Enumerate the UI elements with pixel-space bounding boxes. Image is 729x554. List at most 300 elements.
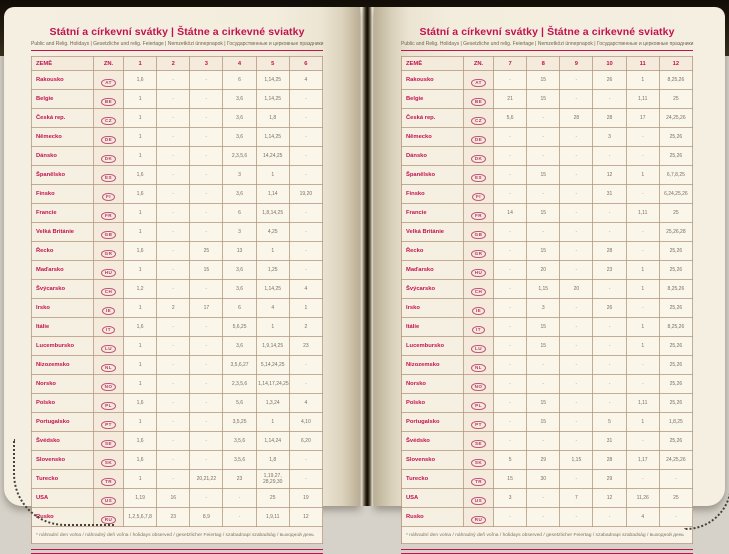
empty-dash: - xyxy=(509,399,511,406)
country-name: Francie xyxy=(402,204,464,223)
table-row xyxy=(32,90,323,109)
country-code-badge: ES xyxy=(471,174,486,183)
holiday-dates-cell xyxy=(593,394,626,413)
page-title: Státní a církevní svátky | Štátne a cirkevné sviatky xyxy=(49,26,305,38)
holiday-dates-cell: 1,2,5,6,7,8 xyxy=(124,508,157,527)
holiday-dates-cell: 1 xyxy=(124,299,157,318)
holiday-dates-cell xyxy=(190,128,223,147)
holiday-dates-cell: 1,25 xyxy=(256,261,289,280)
holiday-dates-cell xyxy=(190,147,223,166)
holiday-dates-cell: 25 xyxy=(256,489,289,508)
holiday-dates-cell: 4,25 xyxy=(256,223,289,242)
empty-dash: - xyxy=(205,380,208,387)
holiday-dates-cell: 1,14,25 xyxy=(256,280,289,299)
holiday-dates-cell xyxy=(157,109,190,128)
country-code-badge: PT xyxy=(471,421,486,430)
holiday-dates-cell: 25,26 xyxy=(659,432,692,451)
footnote-row xyxy=(402,527,693,544)
holiday-dates-cell xyxy=(157,337,190,356)
column-header: ZEMĚ xyxy=(402,57,464,71)
table-row xyxy=(32,109,323,128)
country-code-cell xyxy=(464,128,494,147)
holiday-dates-cell: 1,6 xyxy=(124,451,157,470)
holiday-dates-cell: 28 xyxy=(593,109,626,128)
country-code-badge: NL xyxy=(471,364,486,373)
column-header: ZEMĚ xyxy=(32,57,94,71)
holiday-dates-cell: 25 xyxy=(659,489,692,508)
holiday-dates-cell: 1,3,24 xyxy=(256,394,289,413)
empty-dash: - xyxy=(608,152,611,159)
holiday-dates-cell: 1 xyxy=(256,166,289,185)
empty-dash: - xyxy=(608,342,611,349)
holiday-dates-cell: 6,20 xyxy=(289,432,322,451)
holiday-dates-cell xyxy=(190,489,223,508)
country-code-badge: TR xyxy=(101,478,116,487)
country-code-cell xyxy=(94,166,124,185)
holiday-dates-cell xyxy=(593,147,626,166)
holiday-dates-cell xyxy=(593,508,626,527)
holiday-dates-cell xyxy=(190,318,223,337)
empty-dash: - xyxy=(305,475,307,482)
empty-dash: - xyxy=(509,304,511,311)
country-code-cell xyxy=(464,261,494,280)
table-row xyxy=(402,375,693,394)
country-code-cell xyxy=(464,90,494,109)
holiday-dates-cell: 25,26 xyxy=(659,261,692,280)
holiday-dates-cell: 1,8 xyxy=(256,109,289,128)
holiday-dates-cell xyxy=(157,204,190,223)
empty-dash: - xyxy=(575,361,578,368)
holiday-dates-cell: 6 xyxy=(223,299,256,318)
holiday-dates-cell: 3,6 xyxy=(223,109,256,128)
holiday-dates-cell xyxy=(157,280,190,299)
table-row xyxy=(402,261,693,280)
country-code-cell xyxy=(94,147,124,166)
holiday-dates-cell: 16 xyxy=(157,489,190,508)
country-code-cell xyxy=(464,185,494,204)
holiday-dates-cell: 20,21,22 xyxy=(190,470,223,489)
holiday-dates-cell xyxy=(157,470,190,489)
empty-dash: - xyxy=(509,171,511,178)
holiday-dates-cell xyxy=(626,356,659,375)
holiday-dates-cell xyxy=(157,375,190,394)
table-row xyxy=(402,204,693,223)
holiday-dates-cell xyxy=(190,337,223,356)
country-name: Česká rep. xyxy=(402,109,464,128)
empty-dash: - xyxy=(172,399,175,406)
bottom-double-rule xyxy=(401,549,693,554)
table-row xyxy=(32,508,323,527)
table-row xyxy=(402,508,693,527)
table-row xyxy=(402,394,693,413)
holiday-dates-cell: 15 xyxy=(527,394,560,413)
holiday-dates-cell xyxy=(626,147,659,166)
holiday-dates-cell xyxy=(626,470,659,489)
country-code-cell xyxy=(464,356,494,375)
table-row xyxy=(32,185,323,204)
country-name: Norsko xyxy=(402,375,464,394)
empty-dash: - xyxy=(641,304,644,311)
holiday-dates-cell xyxy=(494,318,527,337)
country-code-badge: NO xyxy=(101,383,117,392)
column-header: 2 xyxy=(157,57,190,71)
empty-dash: - xyxy=(575,247,578,254)
holiday-dates-cell: 3,6 xyxy=(223,128,256,147)
holiday-dates-cell: 1 xyxy=(124,470,157,489)
empty-dash: - xyxy=(542,494,545,501)
country-name: USA xyxy=(402,489,464,508)
empty-dash: - xyxy=(305,380,307,387)
country-code-badge: NO xyxy=(471,383,487,392)
holiday-dates-cell: 1 xyxy=(124,223,157,242)
empty-dash: - xyxy=(172,152,175,159)
holiday-dates-cell xyxy=(560,147,593,166)
empty-dash: - xyxy=(641,247,644,254)
holiday-dates-cell: 15 xyxy=(527,337,560,356)
empty-dash: - xyxy=(641,133,644,140)
title-rule xyxy=(31,50,323,51)
holiday-dates-cell: 11,26 xyxy=(626,489,659,508)
holiday-dates-cell: 4 xyxy=(626,508,659,527)
holiday-dates-cell xyxy=(593,375,626,394)
holiday-dates-cell xyxy=(157,242,190,261)
country-code-badge: LU xyxy=(471,345,486,354)
country-code-badge: US xyxy=(101,497,116,506)
country-code-cell xyxy=(94,280,124,299)
country-code-badge: PL xyxy=(471,402,486,411)
holiday-dates-cell: 3,5,6,27 xyxy=(223,356,256,375)
holiday-dates-cell xyxy=(190,356,223,375)
column-header: 4 xyxy=(223,57,256,71)
empty-dash: - xyxy=(641,361,644,368)
country-name: Německo xyxy=(32,128,94,147)
holiday-dates-cell: 1,14,17,24,25 xyxy=(256,375,289,394)
country-name: Lucembursko xyxy=(402,337,464,356)
country-name: Finsko xyxy=(402,185,464,204)
holiday-dates-cell: 2,3,5,6 xyxy=(223,147,256,166)
holiday-dates-cell xyxy=(560,318,593,337)
holiday-dates-cell: 23 xyxy=(593,261,626,280)
holiday-dates-cell xyxy=(223,489,256,508)
country-code-cell xyxy=(464,489,494,508)
holidays-table-months-1-6 xyxy=(31,56,323,544)
country-code-cell xyxy=(94,375,124,394)
holiday-dates-cell: 1,6 xyxy=(124,71,157,90)
country-code-badge: FR xyxy=(101,212,116,221)
country-code-badge: IE xyxy=(472,307,485,316)
country-name: Česká rep. xyxy=(32,109,94,128)
country-name: Itálie xyxy=(32,318,94,337)
holiday-dates-cell: 4 xyxy=(289,394,322,413)
holiday-dates-cell: 8,25,26 xyxy=(659,318,692,337)
holiday-dates-cell xyxy=(157,166,190,185)
empty-dash: - xyxy=(575,437,578,444)
country-name: Švédsko xyxy=(32,432,94,451)
table-row xyxy=(402,242,693,261)
empty-dash: - xyxy=(509,380,511,387)
holiday-dates-cell xyxy=(289,451,322,470)
country-code-badge: DK xyxy=(471,155,486,164)
table-row xyxy=(32,147,323,166)
empty-dash: - xyxy=(305,361,307,368)
holiday-dates-cell xyxy=(157,432,190,451)
empty-dash: - xyxy=(509,228,511,235)
empty-dash: - xyxy=(172,475,175,482)
country-code-badge: DE xyxy=(101,136,116,145)
holiday-dates-cell xyxy=(560,337,593,356)
holiday-dates-cell: 25,26 xyxy=(659,242,692,261)
country-name: Švýcarsko xyxy=(32,280,94,299)
table-row xyxy=(402,337,693,356)
holiday-dates-cell: 15 xyxy=(527,413,560,432)
empty-dash: - xyxy=(205,152,208,159)
table-row xyxy=(32,394,323,413)
holiday-dates-cell xyxy=(560,299,593,318)
empty-dash: - xyxy=(305,209,307,216)
holiday-dates-cell: 15 xyxy=(527,318,560,337)
holiday-dates-cell: 5 xyxy=(593,413,626,432)
holiday-dates-cell: 12 xyxy=(593,166,626,185)
holiday-dates-cell xyxy=(560,185,593,204)
country-code-badge: AT xyxy=(471,79,486,88)
empty-dash: - xyxy=(575,418,578,425)
empty-dash: - xyxy=(205,285,208,292)
holiday-dates-cell: 1 xyxy=(256,413,289,432)
holiday-dates-cell xyxy=(560,90,593,109)
holiday-dates-cell: 3 xyxy=(593,128,626,147)
empty-dash: - xyxy=(575,513,578,520)
holiday-dates-cell xyxy=(527,489,560,508)
holiday-dates-cell: 1,14,25 xyxy=(256,71,289,90)
holiday-dates-cell: 15 xyxy=(527,204,560,223)
empty-dash: - xyxy=(542,228,545,235)
holiday-dates-cell: 25 xyxy=(190,242,223,261)
holiday-dates-cell: 6,24,25,26 xyxy=(659,185,692,204)
holiday-dates-cell xyxy=(157,394,190,413)
country-code-badge: BE xyxy=(101,98,116,107)
empty-dash: - xyxy=(641,152,644,159)
holiday-dates-cell xyxy=(289,147,322,166)
empty-dash: - xyxy=(305,152,307,159)
country-code-badge: GR xyxy=(471,250,487,259)
empty-dash: - xyxy=(509,285,511,292)
holiday-dates-cell: 1 xyxy=(124,147,157,166)
country-code-badge: SK xyxy=(471,459,486,468)
holiday-dates-cell: 4 xyxy=(289,280,322,299)
empty-dash: - xyxy=(575,171,578,178)
table-row xyxy=(402,451,693,470)
country-code-cell xyxy=(94,223,124,242)
country-code-badge: CZ xyxy=(471,117,486,126)
holiday-dates-cell: 6 xyxy=(223,204,256,223)
empty-dash: - xyxy=(172,266,175,273)
holiday-dates-cell xyxy=(223,508,256,527)
holiday-dates-cell: 29 xyxy=(593,470,626,489)
table-row xyxy=(32,489,323,508)
holiday-dates-cell xyxy=(190,223,223,242)
table-row xyxy=(32,223,323,242)
holiday-dates-cell: 6,7,8,25 xyxy=(659,166,692,185)
country-code-badge: RU xyxy=(471,516,486,525)
holiday-dates-cell xyxy=(494,147,527,166)
holiday-dates-cell xyxy=(560,470,593,489)
holiday-dates-cell: 3 xyxy=(223,223,256,242)
holiday-dates-cell: 1,9,11 xyxy=(256,508,289,527)
column-header: 1 xyxy=(124,57,157,71)
empty-dash: - xyxy=(172,95,175,102)
empty-dash: - xyxy=(641,228,644,235)
holiday-dates-cell xyxy=(527,508,560,527)
holiday-dates-cell: 3 xyxy=(223,166,256,185)
country-code-cell xyxy=(464,394,494,413)
holiday-dates-cell: 3,6 xyxy=(223,337,256,356)
holiday-dates-cell xyxy=(494,375,527,394)
holiday-dates-cell: 1 xyxy=(626,71,659,90)
empty-dash: - xyxy=(305,95,307,102)
holiday-dates-cell xyxy=(527,356,560,375)
holiday-dates-cell: 2 xyxy=(289,318,322,337)
holiday-dates-cell: 19 xyxy=(289,489,322,508)
holiday-dates-cell: 13 xyxy=(223,242,256,261)
holiday-dates-cell xyxy=(527,223,560,242)
empty-dash: - xyxy=(205,133,208,140)
holiday-dates-cell: 1 xyxy=(124,356,157,375)
column-header: 9 xyxy=(560,57,593,71)
country-name: Turecko xyxy=(402,470,464,489)
country-name: Polsko xyxy=(402,394,464,413)
holiday-dates-cell xyxy=(289,375,322,394)
title-rule xyxy=(401,50,693,51)
table-row xyxy=(402,432,693,451)
diary-spread xyxy=(4,7,725,538)
country-code-cell xyxy=(94,318,124,337)
empty-dash: - xyxy=(575,228,578,235)
holiday-dates-cell xyxy=(560,432,593,451)
empty-dash: - xyxy=(205,171,208,178)
country-name: Rusko xyxy=(402,508,464,527)
holiday-dates-cell: 1,8,25 xyxy=(659,413,692,432)
country-code-cell xyxy=(94,299,124,318)
country-code-badge: CH xyxy=(101,288,116,297)
empty-dash: - xyxy=(608,209,611,216)
holiday-dates-cell: 1 xyxy=(626,280,659,299)
table-row xyxy=(32,71,323,90)
holiday-dates-cell: 25,26 xyxy=(659,356,692,375)
country-name: Dánsko xyxy=(32,147,94,166)
holiday-dates-cell: 1,6 xyxy=(124,242,157,261)
holiday-dates-cell: 1,6 xyxy=(124,185,157,204)
holiday-dates-cell xyxy=(494,223,527,242)
holiday-dates-cell: 5,6,25 xyxy=(223,318,256,337)
holiday-dates-cell: 5,6 xyxy=(223,394,256,413)
country-code-badge: FI xyxy=(102,193,115,202)
country-code-badge: SK xyxy=(101,459,116,468)
country-name: Švédsko xyxy=(402,432,464,451)
table-row xyxy=(402,147,693,166)
country-code-cell xyxy=(464,337,494,356)
holiday-dates-cell xyxy=(560,204,593,223)
table-row xyxy=(32,432,323,451)
country-name: Irsko xyxy=(32,299,94,318)
holiday-dates-cell: 29 xyxy=(527,451,560,470)
holiday-dates-cell: 1 xyxy=(124,337,157,356)
holiday-dates-cell: 28 xyxy=(593,451,626,470)
empty-dash: - xyxy=(305,456,307,463)
table-row xyxy=(402,128,693,147)
holiday-dates-cell xyxy=(289,166,322,185)
empty-dash: - xyxy=(542,114,545,121)
empty-dash: - xyxy=(575,304,578,311)
holiday-dates-cell xyxy=(494,261,527,280)
country-name: Lucembursko xyxy=(32,337,94,356)
column-header: 11 xyxy=(626,57,659,71)
holiday-dates-cell xyxy=(593,90,626,109)
holiday-dates-cell xyxy=(659,508,692,527)
holiday-dates-cell xyxy=(560,375,593,394)
empty-dash: - xyxy=(509,361,511,368)
holiday-dates-cell: 26 xyxy=(593,299,626,318)
empty-dash: - xyxy=(575,380,578,387)
empty-dash: - xyxy=(238,513,241,520)
empty-dash: - xyxy=(305,133,307,140)
table-row xyxy=(402,71,693,90)
holiday-dates-cell xyxy=(157,261,190,280)
table-row xyxy=(32,261,323,280)
holiday-dates-cell xyxy=(626,242,659,261)
country-code-badge: HU xyxy=(101,269,116,278)
holiday-dates-cell xyxy=(560,242,593,261)
holiday-dates-cell: 15 xyxy=(494,470,527,489)
empty-dash: - xyxy=(641,475,644,482)
holiday-dates-cell: 4 xyxy=(256,299,289,318)
holiday-dates-cell xyxy=(560,128,593,147)
table-row xyxy=(402,489,693,508)
holiday-dates-cell: 1 xyxy=(626,337,659,356)
country-code-cell xyxy=(94,128,124,147)
country-code-cell xyxy=(94,71,124,90)
holiday-dates-cell xyxy=(626,128,659,147)
holiday-dates-cell: 1 xyxy=(124,109,157,128)
holiday-dates-cell xyxy=(659,470,692,489)
country-name: Francie xyxy=(32,204,94,223)
empty-dash: - xyxy=(509,342,511,349)
holiday-dates-cell: 1,17 xyxy=(626,451,659,470)
holiday-dates-cell xyxy=(190,432,223,451)
holiday-dates-cell xyxy=(593,204,626,223)
empty-dash: - xyxy=(575,95,578,102)
column-header: 7 xyxy=(494,57,527,71)
holiday-dates-cell xyxy=(494,432,527,451)
country-name: Slovensko xyxy=(32,451,94,470)
holiday-dates-cell: 25,26 xyxy=(659,337,692,356)
holiday-dates-cell: 20 xyxy=(560,280,593,299)
holiday-dates-cell xyxy=(190,166,223,185)
holiday-dates-cell: 1 xyxy=(289,299,322,318)
holiday-dates-cell xyxy=(593,356,626,375)
table-row xyxy=(32,242,323,261)
empty-dash: - xyxy=(509,247,511,254)
country-code-cell xyxy=(464,451,494,470)
empty-dash: - xyxy=(172,171,175,178)
empty-dash: - xyxy=(205,437,208,444)
empty-dash: - xyxy=(575,399,578,406)
holiday-dates-cell: 3,5,6 xyxy=(223,451,256,470)
holiday-dates-cell: 14 xyxy=(494,204,527,223)
holiday-dates-cell xyxy=(494,356,527,375)
holiday-dates-cell: 15 xyxy=(527,90,560,109)
holiday-dates-cell xyxy=(190,394,223,413)
holiday-dates-cell: 1 xyxy=(124,375,157,394)
